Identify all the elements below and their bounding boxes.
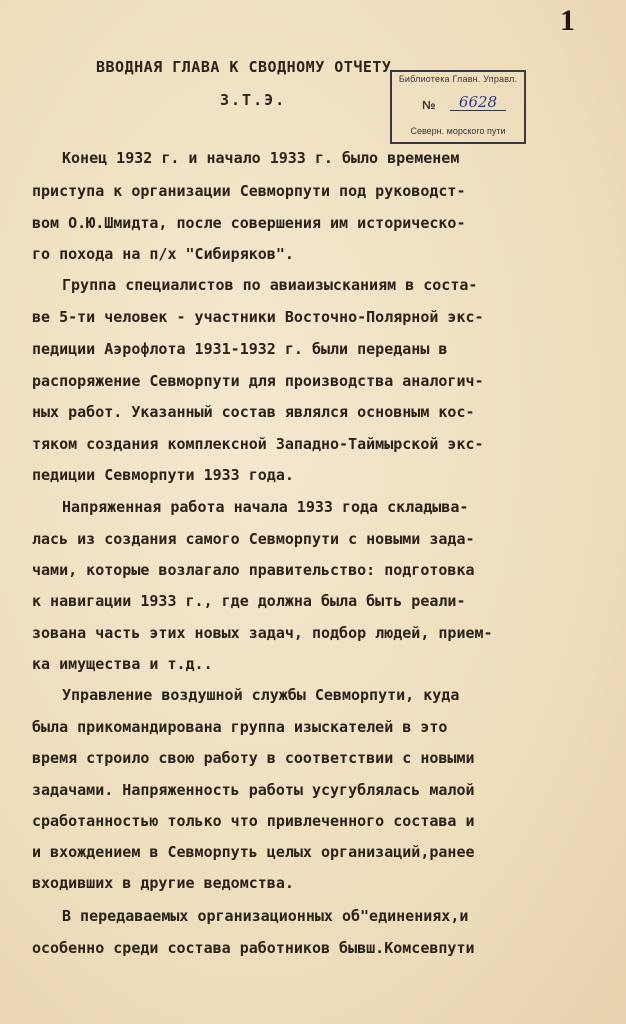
stamp-inventory-number: 6628 xyxy=(450,95,506,111)
text-line: ве 5-ти человек - участники Восточно-Полярной экс- xyxy=(32,308,484,326)
text-line: распоряжение Севморпути для производства аналогич- xyxy=(32,372,484,390)
text-line: вом О.Ю.Шмидта, после совершения им историческо- xyxy=(32,214,466,232)
text-line: го похода на п/х "Сибиряков". xyxy=(32,245,294,263)
text-line: тяком создания комплексной Западно-Таймырской экс- xyxy=(32,435,484,453)
text-line: и вхождением в Севморпуть целых организаций,ранее xyxy=(32,843,475,861)
page-number: 1 xyxy=(560,4,575,37)
stamp-organization: Северн. морского пути xyxy=(410,126,506,136)
text-line: время строило свою работу в соответствии с новыми xyxy=(32,749,475,767)
text-line: чами, которые возлагало правительство: подготовка xyxy=(32,561,475,579)
text-line: Конец 1932 г. и начало 1933 г. было временем xyxy=(62,149,460,167)
text-line: сработанностью только что привлеченного состава и xyxy=(32,812,475,830)
text-line: В передаваемых организационных об"единениях,и xyxy=(62,907,469,925)
text-line: педиции Севморпути 1933 года. xyxy=(32,466,294,484)
text-line: ка имущества и т.д.. xyxy=(32,655,213,673)
text-line: Управление воздушной службы Севморпути, куда xyxy=(62,686,460,704)
text-line: задачами. Напряженность работы усугублялась малой xyxy=(32,781,475,799)
text-line: особенно среди состава работников бывш.Комсевпути xyxy=(32,939,475,957)
text-line: ных работ. Указанный состав являлся основным кос- xyxy=(32,403,475,421)
stamp-library-name: Библиотека Главн. Управл. xyxy=(398,74,518,84)
library-stamp xyxy=(390,70,526,144)
text-line: была прикомандирована группа изыскателей в это xyxy=(32,718,448,736)
text-line: Напряженная работа начала 1933 года складыва- xyxy=(62,498,469,516)
stamp-number-sign: № xyxy=(422,98,436,112)
text-line: входивших в другие ведомства. xyxy=(32,874,294,892)
text-line: приступа к организации Севморпути под руководст- xyxy=(32,182,466,200)
text-line: зована часть этих новых задач, подбор людей, прием- xyxy=(32,624,493,642)
text-line: лась из создания самого Севморпути с новыми зада- xyxy=(32,530,475,548)
document-subtitle: З.Т.Э. xyxy=(220,91,287,109)
text-line: к навигации 1933 г., где должна была быть реали- xyxy=(32,592,466,610)
text-line: педиции Аэрофлота 1931-1932 г. были переданы в xyxy=(32,340,448,358)
text-line: Группа специалистов по авиаизысканиям в соста- xyxy=(62,276,478,294)
document-title: ВВОДНАЯ ГЛАВА К СВОДНОМУ ОТЧЕТУ xyxy=(96,58,392,76)
